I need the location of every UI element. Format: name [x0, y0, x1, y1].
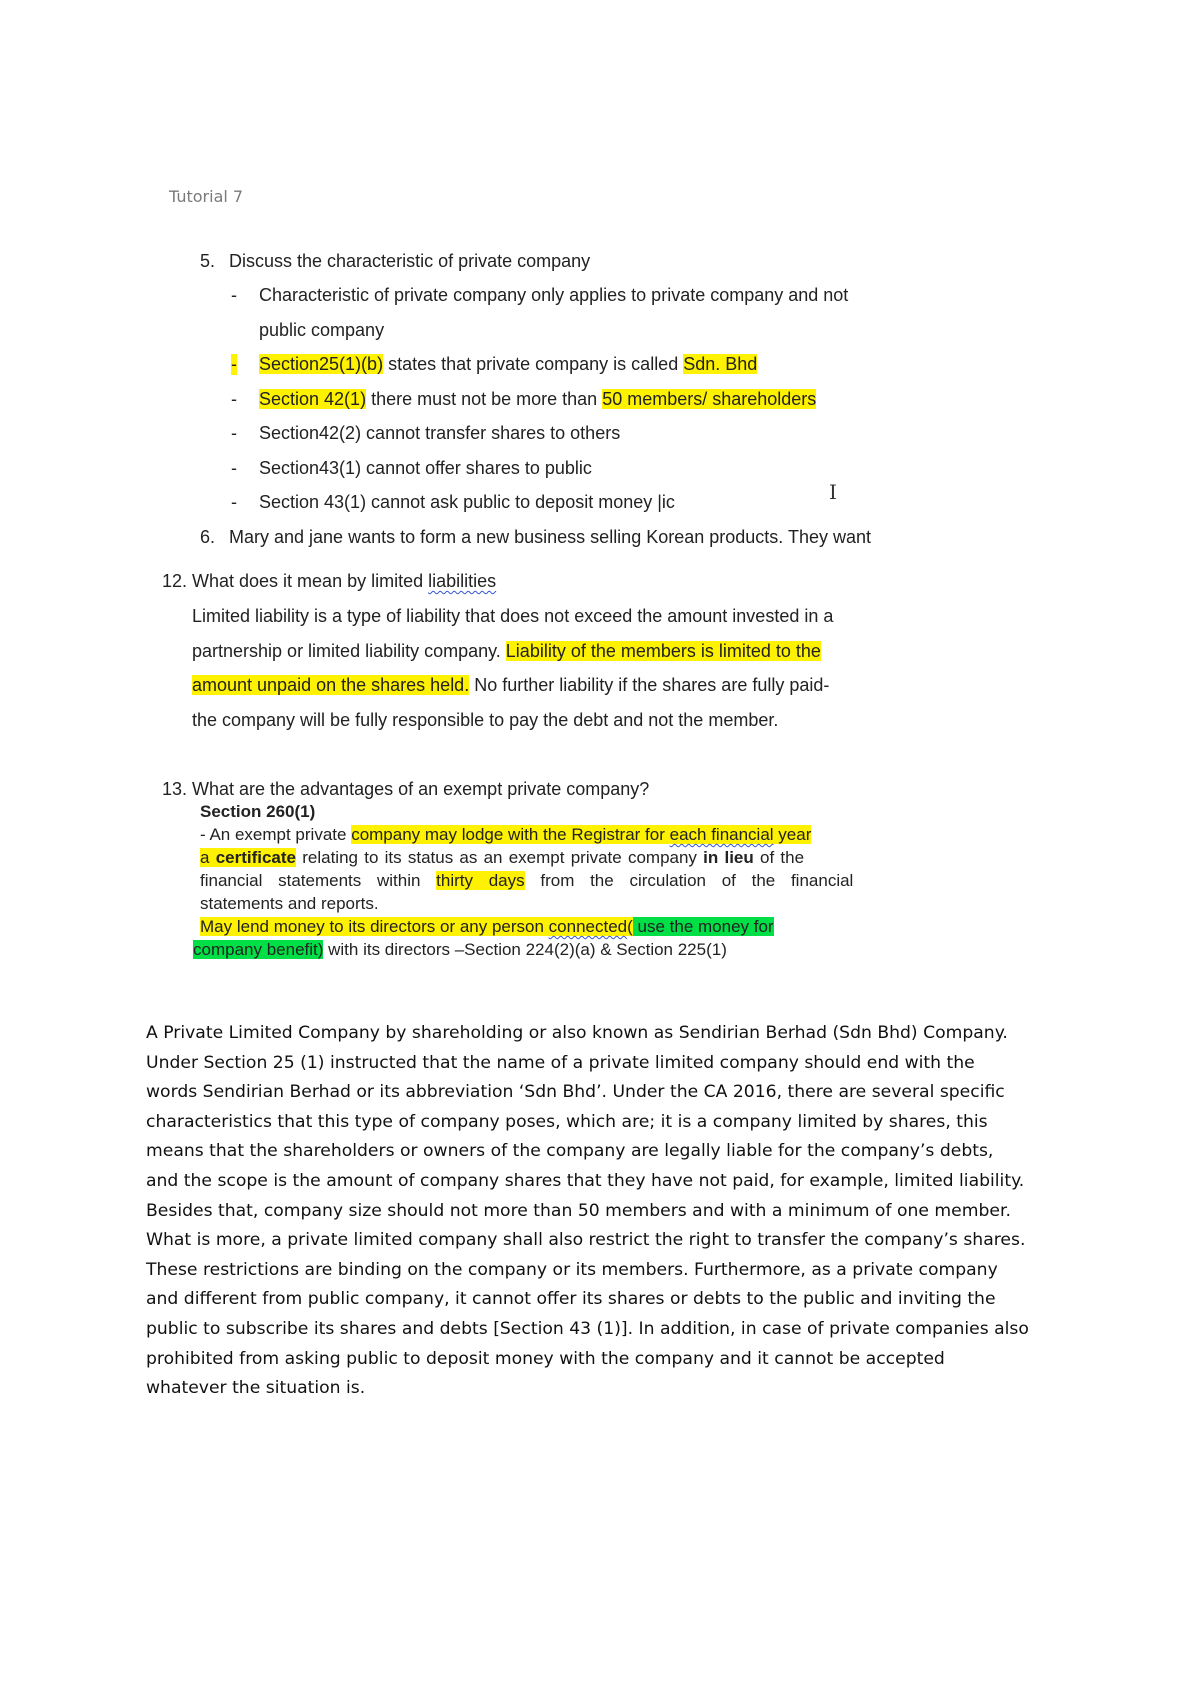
- list-item: Characteristic of private company only applies to private company and not: [259, 285, 849, 305]
- highlight-green: use the money for: [632, 917, 774, 936]
- text-cursor-icon: I: [829, 480, 837, 504]
- highlight-green: company benefit): [193, 940, 324, 959]
- list-bullet: -: [231, 285, 237, 305]
- paragraph-line: These restrictions are binding on the company or its members. Furthermore, as a private company: [146, 1259, 998, 1280]
- list-item: Section43(1) cannot offer shares to public: [259, 458, 592, 478]
- paragraph-line: and different from public company, it cannot offer its shares or debts to the public and inviting the: [146, 1289, 996, 1310]
- list-bullet: -: [231, 423, 237, 443]
- paragraph-line: public to subscribe its shares and debts [Section 43 (1)]. In addition, in case of private companies also: [146, 1318, 1029, 1339]
- answer-bold-text: in lieu: [703, 848, 754, 867]
- highlight: Sdn. Bhd: [683, 354, 758, 374]
- list-item-continued: public company: [259, 320, 385, 340]
- highlight: May lend money to its directors or any person: [200, 917, 549, 936]
- answer-line: [200, 848, 804, 868]
- answer-line: [200, 825, 811, 845]
- list-item: [259, 354, 757, 375]
- answer-text: No further liability if the shares are fully paid-: [469, 675, 830, 695]
- question-number: 13.: [162, 779, 188, 799]
- paragraph-line: A Private Limited Company by shareholding or also known as Sendirian Berhad (Sdn Bhd) Company.: [146, 1023, 1008, 1043]
- answer-text: financial statements within: [200, 871, 437, 890]
- highlight: a: [200, 848, 216, 867]
- answer-text: from the circulation of the financial: [524, 871, 854, 890]
- spellcheck-word: liabilities: [428, 571, 497, 591]
- highlight: year: [773, 825, 812, 844]
- question-number: 6.: [200, 527, 216, 547]
- answer-line: Limited liability is a type of liability that does not exceed the amount invested in a: [192, 606, 834, 626]
- question-number: 5.: [200, 251, 216, 271]
- spellcheck-word: connected: [548, 917, 628, 936]
- list-item: [259, 389, 816, 410]
- answer-line: [200, 917, 774, 937]
- body-paragraph: [146, 1019, 1076, 1404]
- paragraph-line: What is more, a private limited company shall also restrict the right to transfer the company’s shares.: [146, 1230, 1026, 1251]
- question-text: Mary and jane wants to form a new business selling Korean products. They want: [229, 527, 872, 547]
- list-item: Section 43(1) cannot ask public to deposit money |ic: [259, 492, 675, 512]
- highlight: 50 members/ shareholders: [602, 389, 817, 409]
- paragraph-line: whatever the situation is.: [146, 1378, 366, 1399]
- list-bullet: -: [231, 492, 237, 512]
- answer-line: [192, 641, 821, 662]
- list-item-text: there must not be more than: [366, 389, 603, 409]
- paragraph-line: and the scope is the amount of company shares that they have not paid, for example, limited liability.: [146, 1170, 1025, 1191]
- spellcheck-word: each financial: [669, 825, 774, 844]
- paragraph-line: Under Section 25 (1) instructed that the name of a private limited company should end with the: [146, 1052, 975, 1073]
- list-item: Section42(2) cannot transfer shares to others: [259, 423, 621, 443]
- answer-text: - An exempt private: [200, 825, 352, 844]
- answer-text: partnership or limited liability company.: [192, 641, 506, 661]
- question-text: Discuss the characteristic of private company: [229, 251, 591, 271]
- paragraph-line: characteristics that this type of company poses, which are; it is a company limited by shares, this: [146, 1111, 988, 1132]
- list-bullet: -: [231, 389, 237, 409]
- list-bullet: -: [231, 354, 237, 374]
- question-text: [192, 571, 496, 592]
- highlight-bold: certificate: [215, 848, 297, 867]
- answer-line: [193, 940, 727, 960]
- question-number: 12.: [162, 571, 188, 591]
- page-header-title: Tutorial 7: [169, 187, 244, 206]
- highlight: (: [627, 917, 633, 936]
- list-bullet: -: [231, 458, 237, 478]
- paragraph-line: words Sendirian Berhad or its abbreviation ‘Sdn Bhd’. Under the CA 2016, there are several specific: [146, 1082, 1005, 1103]
- highlight: company may lodge with the Registrar for: [351, 825, 670, 844]
- answer-line: [200, 871, 853, 891]
- question-text-part: What does it mean by limited: [192, 571, 429, 591]
- paragraph-line: Besides that, company size should not more than 50 members and with a minimum of one member.: [146, 1200, 1011, 1221]
- list-item-text: states that private company is called: [383, 354, 684, 374]
- answer-line: statements and reports.: [200, 894, 379, 913]
- paragraph-line: prohibited from asking public to deposit money with the company and it cannot be accepted: [146, 1348, 945, 1369]
- answer-text: of the: [753, 848, 805, 867]
- paragraph-line: means that the shareholders or owners of the company are legally liable for the company’s debts,: [146, 1141, 994, 1162]
- highlight: Section 42(1): [259, 389, 367, 409]
- answer-line: [192, 675, 829, 696]
- answer-line: the company will be fully responsible to pay the debt and not the member.: [192, 710, 779, 730]
- highlight: Section25(1)(b): [259, 354, 384, 374]
- highlight: amount unpaid on the shares held.: [192, 675, 470, 695]
- answer-text: relating to its status as an exempt private company: [296, 848, 704, 867]
- question-text: What are the advantages of an exempt private company?: [192, 779, 650, 799]
- section-reference: Section 260(1): [200, 802, 316, 821]
- highlight: Liability of the members is limited to the: [505, 641, 821, 661]
- highlight: thirty days: [436, 871, 525, 890]
- answer-text: with its directors –Section 224(2)(a) & Section 225(1): [323, 940, 727, 959]
